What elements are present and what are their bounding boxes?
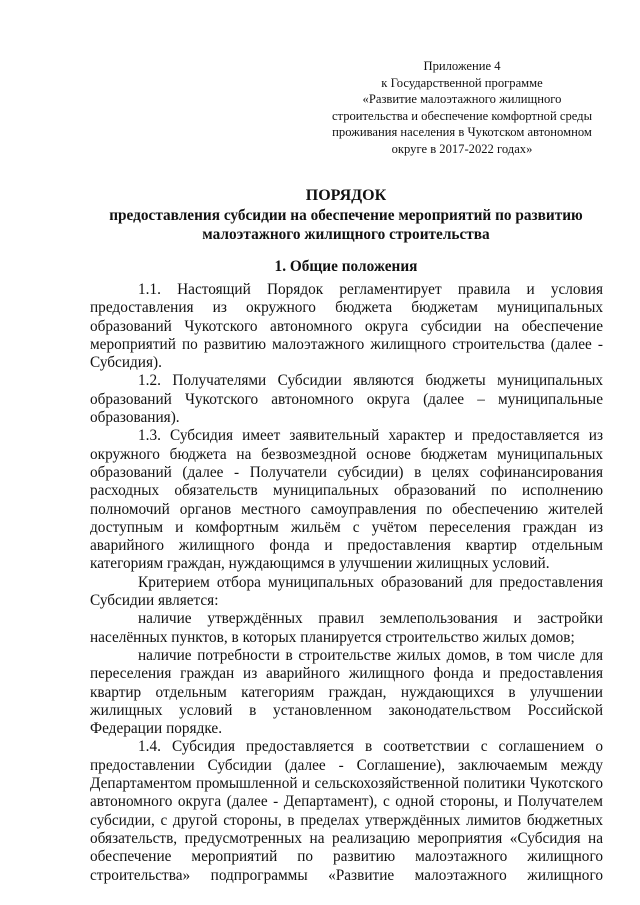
paragraph-criterion-rules: наличие утверждённых правил землепользования и застройки населённых пунктов, в которых планируется строительство жилых домов;	[90, 610, 603, 646]
paragraph-1-2: 1.2. Получателями Субсидии являются бюджеты муниципальных образований Чукотского автономного округа (далее – муниципальные образования).	[90, 372, 603, 427]
paragraph-selection-criteria: Критерием отбора муниципальных образований для предоставления Субсидии является:	[90, 573, 603, 610]
paragraph-criterion-need: наличие потребности в строительстве жилых домов, в том числе для переселения граждан из аварийного жилищного фонда и предоставления квартир отдельным категориям граждан, нуждающихся в улучшении жилищных условий в установленном законодательством Российской Федерации порядке.	[90, 646, 603, 738]
annex-line: строительства и обеспечение комфортной среды	[331, 108, 593, 123]
document-title	[90, 186, 602, 244]
section-heading: 1. Общие положения	[274, 258, 418, 275]
annex-line: «Развитие малоэтажного жилищного	[362, 92, 562, 107]
annex-line: Приложение 4	[423, 59, 501, 73]
paragraph-1-4: 1.4. Субсидия предоставляется в соответствии с соглашением о предоставлении Субсидии (далее - Соглашение), заключаемым между Департаментом промышленной и сельскохозяйственной политики Чукотского автономного округа (далее - Департамент), с одной стороны, и Получателем субсидии, с другой стороны, в пределах утверждённых лимитов бюджетных обязательств, предусмотренных на реализацию мероприятия «Субсидия на обеспечение мероприятий по развитию малоэтажного жилищного строительства» подпрограммы «Развитие малоэтажного жилищного	[90, 738, 603, 884]
paragraph-1-3: 1.3. Субсидия имеет заявительный характер и предоставляется из окружного бюджета на безвозмездной основе бюджетам муниципальных образований (далее - Получатели субсидии) в целях софинансирования расходных обязательств муниципальных образований по исполнению полномочий органов местного самоуправления по обеспечению жителей доступным и комфортным жильём с учётом переселения граждан из аварийного жилищного фонда и предоставления квартир отдельным категориям граждан, нуждающимся в улучшении жилищных условий.	[90, 427, 603, 573]
annex-line: округе в 2017-2022 годах»	[391, 141, 533, 156]
annex-line: проживания населения в Чукотском автономном	[332, 125, 592, 140]
annex-line: к Государственной программе	[381, 75, 543, 90]
document-title-main: ПОРЯДОК	[305, 187, 387, 204]
document-body	[90, 281, 603, 885]
document-title-sub-line: малоэтажного жилищного строительства	[202, 226, 490, 244]
paragraph-1-1: 1.1. Настоящий Порядок регламентирует правила и условия предоставления из окружного бюджета бюджетам муниципальных образований Чукотского автономного округа субсидии на обеспечение мероприятий по развитию малоэтажного жилищного строительства (далее - Субсидия).	[90, 281, 603, 372]
annex-header	[318, 58, 606, 158]
document-title-sub-line: предоставления субсидии на обеспечение мероприятий по развитию	[109, 207, 583, 224]
